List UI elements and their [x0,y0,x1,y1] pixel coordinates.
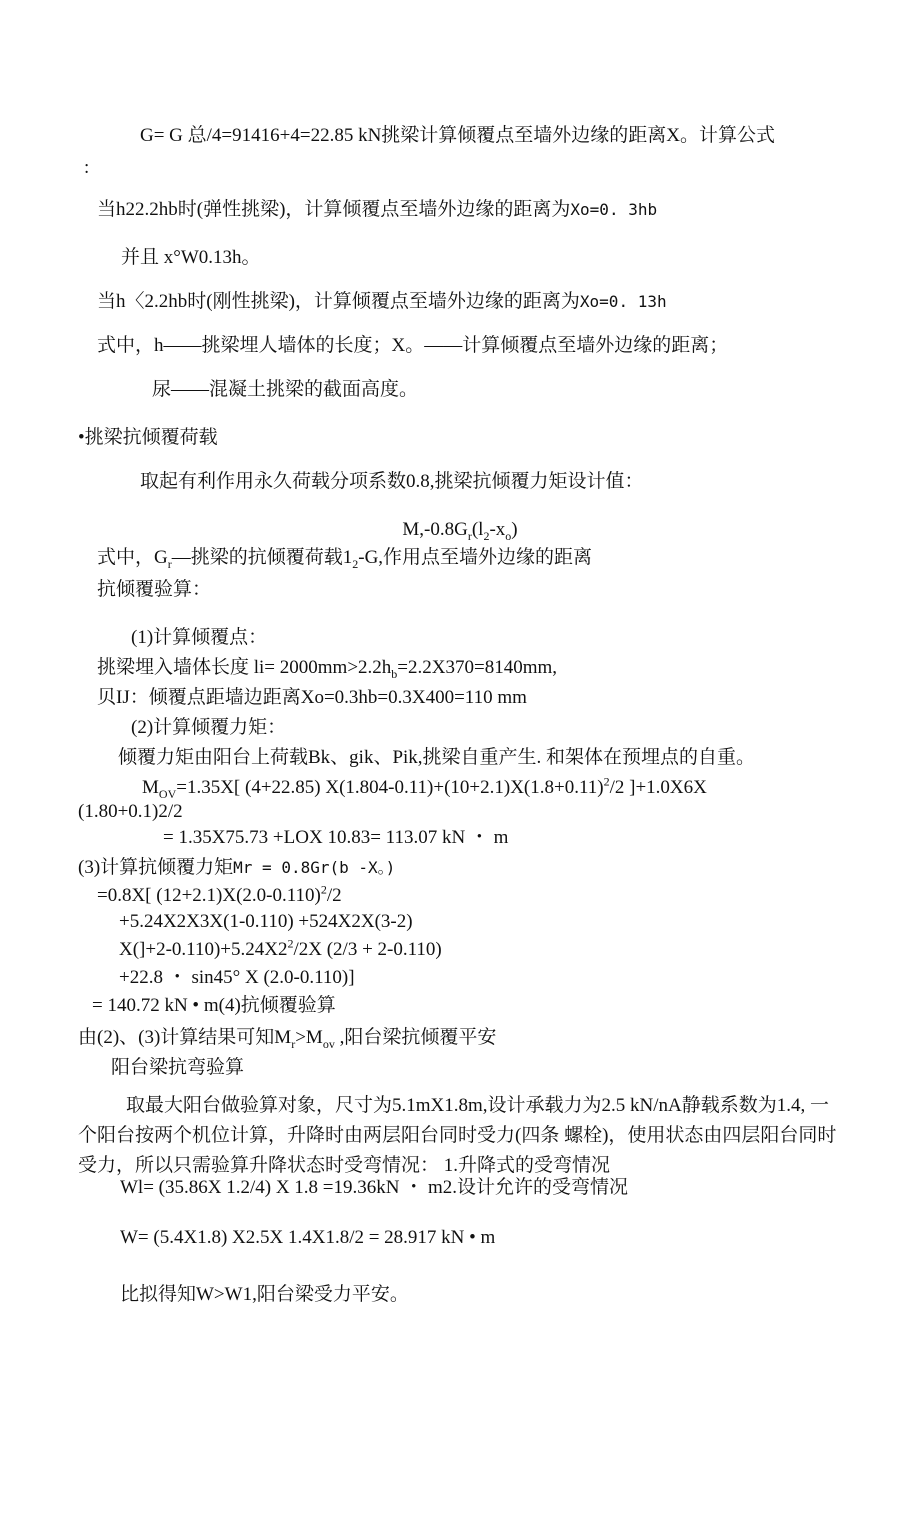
text-span: -G,作用点至墙外边缘的距离 [358,547,593,568]
text-line [78,856,395,880]
text-span: 当h〈2.2hb时(刚性挑梁)，计算倾覆点至墙外边缘的距离为 [97,291,580,312]
formula-line [97,884,342,908]
superscript: 2 [603,774,610,789]
section-heading: •挑梁抗倾覆荷载 [78,427,218,448]
text-span: (l [471,519,484,540]
text-line [97,198,657,222]
text-line: 贝IJ：倾覆点距墙边距离Xo=0.3hb=0.3X400=110 mm [97,687,527,708]
text-span: =2.2X370=8140mm, [397,657,558,678]
text-line: G= G 总/4=91416+4=22.85 kN挑梁计算倾覆点至墙外边缘的距离X。计算公式 [140,125,776,146]
formula-line: (1.80+0.1)2/2 [78,801,183,822]
subscript: r [167,556,172,571]
formula-line [142,776,707,800]
formula-span: Xo=0. 13h [579,292,667,311]
paragraph: 取最大阳台做验算对象，尺寸为5.1mX1.8m,设计承载力为2.5 kN/nA静载系数为1.4, 一个阳台按两个机位计算，升降时由两层阳台同时受力(四条 螺栓)，使用状态由四层阳台同时受力，所以只需验算升降状态时受弯情况： 1.升降式的受弯情况 [78,1095,837,1176]
text-line: (2)计算倾覆力矩： [131,717,287,738]
text-span: =0.8X[ (12+2.1)X(2.0-0.110) [97,885,321,906]
text-span: (3)计算抗倾覆力矩 [78,857,234,878]
text-line: 尿——混凝土挑梁的截面高度。 [152,379,419,400]
subscript: 2 [352,556,359,571]
formula-span: Mr = 0.8Gr(b -X。) [233,858,396,877]
text-span: M,-0.8G [402,519,468,540]
subscript: r [467,528,472,543]
text-line: = 140.72 kN • m(4)抗倾覆验算 [92,995,336,1016]
text-span: /2X (2/3 + 2-0.110) [293,939,442,960]
subscript: ov [322,1036,335,1051]
text-span: ,阳台梁抗倾覆平安 [334,1027,497,1048]
formula-span: Xo=0. 3hb [570,200,658,219]
text-span: 由(2)、(3)计算结果可知M [78,1027,292,1048]
text-line [97,546,592,570]
formula-line [0,518,920,542]
text-span: ) [511,519,518,540]
text-line: 比拟得知W>W1,阳台梁受力平安。 [120,1284,409,1305]
text-line: : [84,157,90,178]
subscript: OV [158,786,177,801]
section-heading: 阳台梁抗弯验算 [111,1057,245,1078]
superscript: 2 [287,936,294,951]
superscript: 2 [320,882,327,897]
text-line: 式中，h——挑梁埋人墙体的长度；X。——计算倾覆点至墙外边缘的距离； [97,335,729,356]
subscript: r [291,1036,296,1051]
text-line: 倾覆力矩由阳台上荷载Bk、gik、Pik,挑梁自重产生. 和架体在预埋点的自重。 [118,747,756,768]
text-span: >M [295,1027,323,1048]
text-span: =1.35X[ (4+22.85) X(1.804-0.11)+(10+2.1)X(1.8+0.11) [176,777,604,798]
subscript: o [505,528,512,543]
formula-line: +22.8 ・ sin45° X (2.0-0.110)] [119,967,355,988]
text-span: 当h22.2hb时(弹性挑梁)，计算倾覆点至墙外边缘的距离为 [97,199,571,220]
text-span: M [142,777,159,798]
subscript: 2 [483,528,490,543]
text-line: 取起有利作用永久荷载分项系数0.8,挑梁抗倾覆力矩设计值： [140,471,644,492]
text-line: (1)计算倾覆点： [131,627,268,648]
formula-line: W= (5.4X1.8) X2.5X 1.4X1.8/2 = 28.917 kN • m [120,1227,496,1248]
text-line: 并且 x°W0.13h。 [121,247,261,268]
subscript: b [391,666,398,681]
text-span: /2 ]+1.0X6X [609,777,707,798]
text-span: /2 [326,885,342,906]
text-span: -x [489,519,506,540]
text-span: X(]+2-0.110)+5.24X2 [119,939,288,960]
text-line [97,290,667,314]
text-line [78,1026,496,1050]
formula-line: = 1.35X75.73 +LOX 10.83= 113.07 kN ・ m [163,827,509,848]
text-span: —挑梁的抗倾覆荷载1 [171,547,353,568]
formula-line [119,938,442,962]
text-line [97,656,557,680]
formula-line: +5.24X2X3X(1-0.110) +524X2X(3-2) [119,911,413,932]
formula-line: Wl= (35.86X 1.2/4) X 1.8 =19.36kN ・ m2.设计允许的受弯情况 [120,1177,629,1198]
text-line: 抗倾覆验算： [97,579,212,600]
text-span: 挑梁埋入墙体长度 li= 2000mm>2.2h [97,657,392,678]
text-span: 式中，G [97,547,168,568]
